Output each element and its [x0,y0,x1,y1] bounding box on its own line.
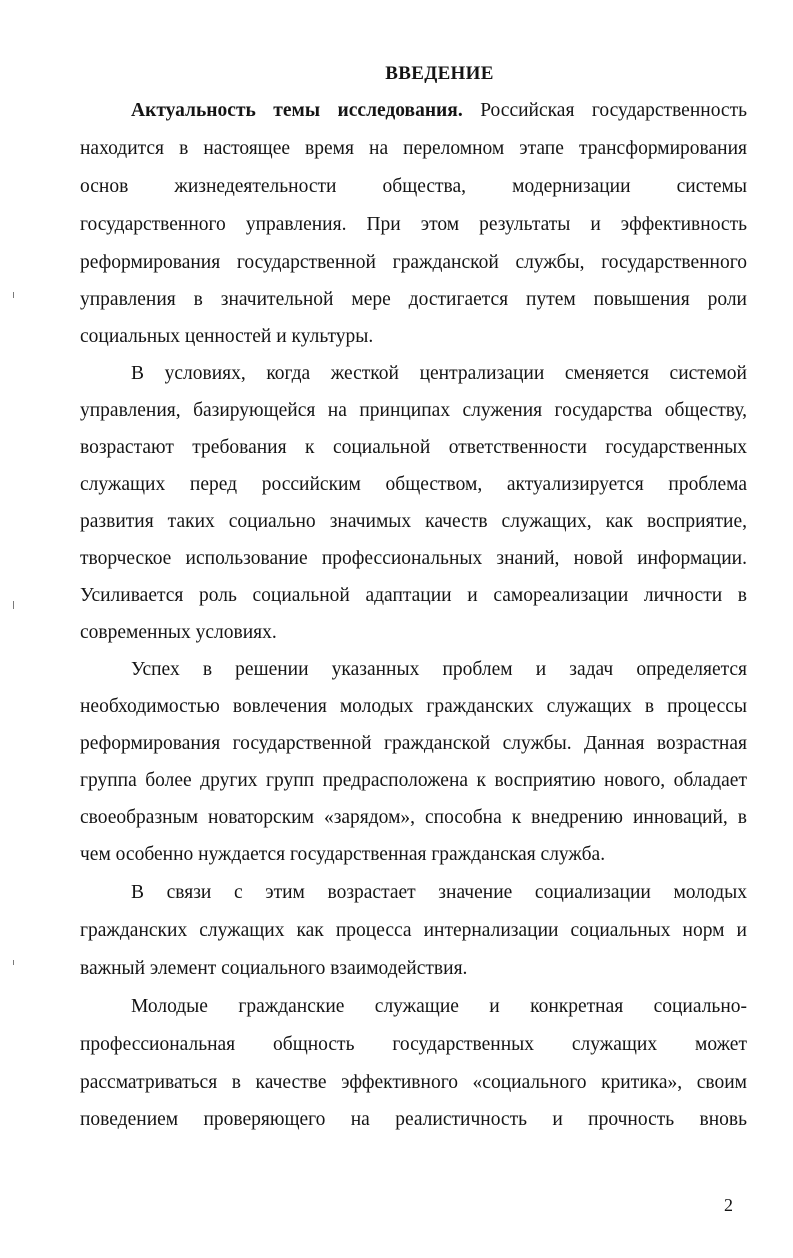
paragraph-2-line-3: возрастают требования к социальной ответственности государственных [80,437,747,458]
scan-mark [13,292,14,298]
paragraph-5-line-2: профессиональная общность государственных служащих может [80,1034,747,1055]
paragraph-3-line-5: своеобразным новаторским «зарядом», способна к внедрению инноваций, в [80,807,747,828]
paragraph-2-line-2: управления, базирующейся на принципах служения государства обществу, [80,400,747,421]
paragraph-1-line-4: государственного управления. При этом результаты и эффективность [80,214,747,235]
paragraph-2-line-5: развития таких социально значимых качеств служащих, как восприятие, [80,511,747,532]
paragraph-3-line-2: необходимостью вовлечения молодых гражданских служащих в процессы [80,696,747,717]
paragraph-3-line-1: Успех в решении указанных проблем и задач определяется [131,659,747,680]
paragraph-2-line-8: современных условиях. [80,622,277,643]
paragraph-5-line-4: поведением проверяющего на реалистичность и прочность вновь [80,1109,747,1130]
paragraph-4-line-1: В связи с этим возрастает значение социализации молодых [131,882,747,903]
paragraph-1-line-1-text: Российская государственность [462,100,747,121]
paragraph-2-line-6: творческое использование профессиональных знаний, новой информации. [80,548,747,569]
paragraph-1-line-6: управления в значительной мере достигается путем повышения роли [80,289,747,310]
paragraph-1-line-5: реформирования государственной гражданской службы, государственного [80,252,747,273]
page-number: 2 [724,1195,733,1215]
page-heading: ВВЕДЕНИЕ [385,63,494,84]
paragraph-1-line-3: основ жизнедеятельности общества, модернизации системы [80,176,747,197]
paragraph-1-line-1 [80,98,747,124]
paragraph-3-line-6: чем особенно нуждается государственная гражданская служба. [80,844,606,865]
paragraph-1-line-2: находится в настоящее время на переломном этапе трансформирования [80,138,747,159]
paragraph-3-line-4: группа более других групп предрасположена к восприятию нового, обладает [80,770,747,791]
scan-mark [13,960,14,965]
paragraph-5-line-1: Молодые гражданские служащие и конкретная социально- [131,996,747,1017]
paragraph-2-line-4: служащих перед российским обществом, актуализируется проблема [80,474,747,495]
paragraph-4-line-2: гражданских служащих как процесса интернализации социальных норм и [80,920,747,941]
paragraph-2-line-1: В условиях, когда жесткой централизации сменяется системой [131,363,747,384]
scan-mark [13,601,14,609]
paragraph-1-line-7: социальных ценностей и культуры. [80,326,374,347]
paragraph-2-line-7: Усиливается роль социальной адаптации и самореализации личности в [80,585,747,606]
paragraph-3-line-3: реформирования государственной гражданской службы. Данная возрастная [80,733,747,754]
paragraph-5-line-3: рассматриваться в качестве эффективного «социального критика», своим [80,1072,747,1093]
paragraph-4-line-3: важный элемент социального взаимодействия. [80,958,468,979]
paragraph-1-lead: Актуальность темы исследования. [131,100,463,121]
